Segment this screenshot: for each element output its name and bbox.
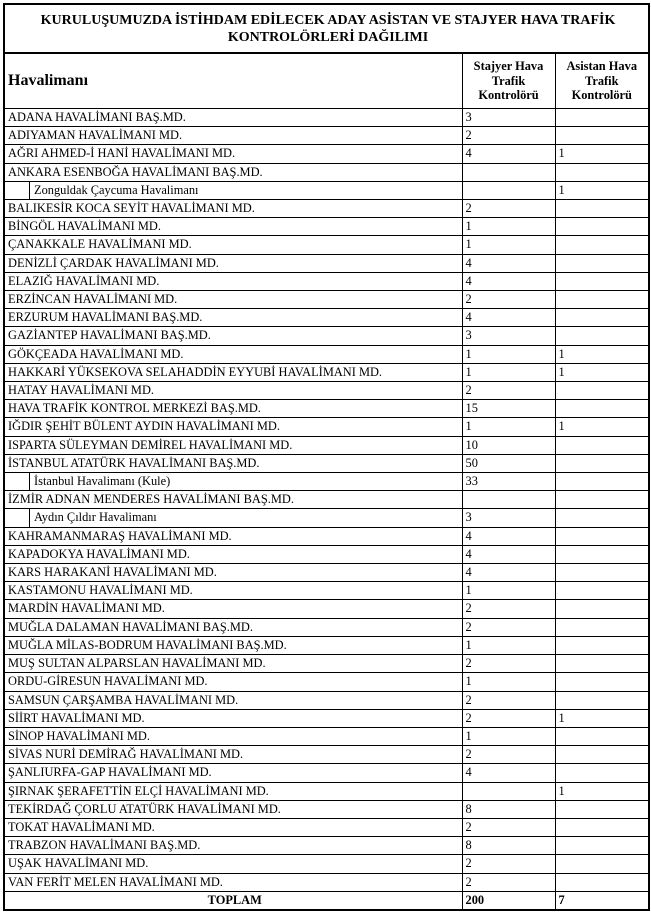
document-title: KURULUŞUMUZDA İSTİHDAM EDİLECEK ADAY ASİSTAN VE STAJYER HAVA TRAFİK KONTROLÖRLERİ DAĞILIMI bbox=[4, 4, 649, 53]
assistant-count bbox=[555, 746, 649, 764]
airport-name: DENİZLİ ÇARDAK HAVALİMANI MD. bbox=[4, 254, 462, 272]
trainee-count: 2 bbox=[462, 873, 555, 891]
assistant-count bbox=[555, 382, 649, 400]
table-row bbox=[4, 327, 649, 345]
header-airport: Havalimanı bbox=[4, 53, 462, 109]
airport-name: KARS HARAKANİ HAVALİMANI MD. bbox=[4, 564, 462, 582]
table-row bbox=[4, 236, 649, 254]
trainee-count: 1 bbox=[462, 582, 555, 600]
airport-name: ERZURUM HAVALİMANI BAŞ.MD. bbox=[4, 309, 462, 327]
table-row bbox=[4, 564, 649, 582]
assistant-count bbox=[555, 655, 649, 673]
table-row bbox=[4, 109, 649, 127]
airport-name: TOKAT HAVALİMANI MD. bbox=[4, 818, 462, 836]
table-row bbox=[4, 254, 649, 272]
table-row bbox=[4, 200, 649, 218]
airport-name: BALIKESİR KOCA SEYİT HAVALİMANI MD. bbox=[4, 200, 462, 218]
table-row bbox=[4, 818, 649, 836]
trainee-count: 8 bbox=[462, 837, 555, 855]
trainee-count: 50 bbox=[462, 454, 555, 472]
assistant-count bbox=[555, 618, 649, 636]
airport-name: İZMİR ADNAN MENDERES HAVALİMANI BAŞ.MD. bbox=[4, 491, 462, 509]
trainee-count bbox=[462, 782, 555, 800]
airport-name: İSTANBUL ATATÜRK HAVALİMANI BAŞ.MD. bbox=[4, 454, 462, 472]
trainee-count bbox=[462, 181, 555, 199]
header-row bbox=[4, 53, 649, 109]
trainee-count: 4 bbox=[462, 254, 555, 272]
airport-name: ERZİNCAN HAVALİMANI MD. bbox=[4, 291, 462, 309]
airport-name: ORDU-GİRESUN HAVALİMANI MD. bbox=[4, 673, 462, 691]
assistant-count bbox=[555, 473, 649, 491]
airport-name: MUĞLA MİLAS-BODRUM HAVALİMANI BAŞ.MD. bbox=[4, 636, 462, 654]
assistant-count bbox=[555, 163, 649, 181]
assistant-count: 1 bbox=[555, 181, 649, 199]
table-row bbox=[4, 181, 649, 199]
trainee-count: 3 bbox=[462, 509, 555, 527]
airport-name: ŞANLIURFA-GAP HAVALİMANI MD. bbox=[4, 764, 462, 782]
assistant-count bbox=[555, 272, 649, 290]
sub-airport-name bbox=[4, 181, 462, 199]
assistant-count bbox=[555, 727, 649, 745]
table-row bbox=[4, 436, 649, 454]
table-row bbox=[4, 655, 649, 673]
trainee-count: 4 bbox=[462, 527, 555, 545]
assistant-count bbox=[555, 200, 649, 218]
trainee-count: 2 bbox=[462, 200, 555, 218]
assistant-count bbox=[555, 818, 649, 836]
airport-name: VAN FERİT MELEN HAVALİMANI MD. bbox=[4, 873, 462, 891]
total-row bbox=[4, 891, 649, 910]
assistant-count: 1 bbox=[555, 782, 649, 800]
sub-airport-label: Aydın Çıldır Havalimanı bbox=[29, 509, 157, 526]
trainee-count: 1 bbox=[462, 673, 555, 691]
table-row bbox=[4, 218, 649, 236]
airport-name: KAHRAMANMARAŞ HAVALİMANI MD. bbox=[4, 527, 462, 545]
table-row bbox=[4, 545, 649, 563]
table-row bbox=[4, 345, 649, 363]
table-row bbox=[4, 800, 649, 818]
assistant-count bbox=[555, 454, 649, 472]
table-row bbox=[4, 363, 649, 381]
table-row bbox=[4, 782, 649, 800]
table-row bbox=[4, 873, 649, 891]
airport-name: MUŞ SULTAN ALPARSLAN HAVALİMANI MD. bbox=[4, 655, 462, 673]
distribution-document bbox=[3, 3, 648, 911]
trainee-count: 4 bbox=[462, 145, 555, 163]
airport-name: GAZİANTEP HAVALİMANI BAŞ.MD. bbox=[4, 327, 462, 345]
trainee-count: 4 bbox=[462, 272, 555, 290]
airport-name: SAMSUN ÇARŞAMBA HAVALİMANI MD. bbox=[4, 691, 462, 709]
header-assistant: Asistan Hava Trafik Kontrolörü bbox=[555, 53, 649, 109]
trainee-count: 15 bbox=[462, 400, 555, 418]
trainee-count: 2 bbox=[462, 600, 555, 618]
trainee-count: 1 bbox=[462, 727, 555, 745]
trainee-count: 1 bbox=[462, 363, 555, 381]
airport-name: UŞAK HAVALİMANI MD. bbox=[4, 855, 462, 873]
table-row bbox=[4, 509, 649, 527]
assistant-count bbox=[555, 436, 649, 454]
assistant-count bbox=[555, 673, 649, 691]
table-row bbox=[4, 473, 649, 491]
assistant-count bbox=[555, 800, 649, 818]
trainee-count: 2 bbox=[462, 709, 555, 727]
sub-airport-label: Zonguldak Çaycuma Havalimanı bbox=[29, 182, 198, 199]
assistant-count bbox=[555, 127, 649, 145]
assistant-count: 1 bbox=[555, 145, 649, 163]
airport-name: ADIYAMAN HAVALİMANI MD. bbox=[4, 127, 462, 145]
airport-name: AĞRI AHMED-İ HANİ HAVALİMANI MD. bbox=[4, 145, 462, 163]
airport-name: BİNGÖL HAVALİMANI MD. bbox=[4, 218, 462, 236]
table-row bbox=[4, 600, 649, 618]
assistant-count bbox=[555, 582, 649, 600]
assistant-count bbox=[555, 309, 649, 327]
sub-airport-name bbox=[4, 473, 462, 491]
table-row bbox=[4, 145, 649, 163]
trainee-count: 4 bbox=[462, 564, 555, 582]
title-row bbox=[4, 4, 649, 53]
trainee-count: 2 bbox=[462, 127, 555, 145]
assistant-count: 1 bbox=[555, 709, 649, 727]
trainee-count: 4 bbox=[462, 309, 555, 327]
table-row bbox=[4, 691, 649, 709]
table-row bbox=[4, 855, 649, 873]
trainee-count: 4 bbox=[462, 545, 555, 563]
trainee-count: 1 bbox=[462, 636, 555, 654]
table-row bbox=[4, 291, 649, 309]
trainee-count: 2 bbox=[462, 818, 555, 836]
assistant-count bbox=[555, 600, 649, 618]
trainee-count: 1 bbox=[462, 236, 555, 254]
assistant-count bbox=[555, 545, 649, 563]
table-row bbox=[4, 418, 649, 436]
airport-name: ŞIRNAK ŞERAFETTİN ELÇİ HAVALİMANI MD. bbox=[4, 782, 462, 800]
assistant-count bbox=[555, 236, 649, 254]
trainee-count: 2 bbox=[462, 291, 555, 309]
airport-name: SİNOP HAVALİMANI MD. bbox=[4, 727, 462, 745]
assistant-count bbox=[555, 400, 649, 418]
trainee-count: 8 bbox=[462, 800, 555, 818]
table-row bbox=[4, 527, 649, 545]
assistant-count bbox=[555, 327, 649, 345]
airport-name: TEKİRDAĞ ÇORLU ATATÜRK HAVALİMANI MD. bbox=[4, 800, 462, 818]
assistant-count: 1 bbox=[555, 418, 649, 436]
airport-name: KAPADOKYA HAVALİMANI MD. bbox=[4, 545, 462, 563]
assistant-count bbox=[555, 527, 649, 545]
table-row bbox=[4, 618, 649, 636]
trainee-count: 2 bbox=[462, 691, 555, 709]
table-row bbox=[4, 709, 649, 727]
assistant-count bbox=[555, 636, 649, 654]
trainee-count: 10 bbox=[462, 436, 555, 454]
assistant-count bbox=[555, 218, 649, 236]
trainee-count: 2 bbox=[462, 618, 555, 636]
trainee-count: 2 bbox=[462, 746, 555, 764]
assistant-count bbox=[555, 254, 649, 272]
sub-airport-name bbox=[4, 509, 462, 527]
table-row bbox=[4, 837, 649, 855]
trainee-count: 2 bbox=[462, 382, 555, 400]
table-row bbox=[4, 636, 649, 654]
sub-airport-label: İstanbul Havalimanı (Kule) bbox=[29, 473, 170, 490]
total-label: TOPLAM bbox=[4, 891, 462, 910]
table-row bbox=[4, 382, 649, 400]
trainee-count bbox=[462, 491, 555, 509]
distribution-table bbox=[3, 3, 650, 911]
total-trainee: 200 bbox=[462, 891, 555, 910]
assistant-count: 1 bbox=[555, 363, 649, 381]
table-row bbox=[4, 400, 649, 418]
trainee-count: 1 bbox=[462, 218, 555, 236]
airport-name: MARDİN HAVALİMANI MD. bbox=[4, 600, 462, 618]
table-row bbox=[4, 746, 649, 764]
airport-name: SİVAS NURİ DEMİRAĞ HAVALİMANI MD. bbox=[4, 746, 462, 764]
table-row bbox=[4, 764, 649, 782]
airport-name: MUĞLA DALAMAN HAVALİMANI BAŞ.MD. bbox=[4, 618, 462, 636]
total-assistant: 7 bbox=[555, 891, 649, 910]
airport-name: HATAY HAVALİMANI MD. bbox=[4, 382, 462, 400]
airport-name: ADANA HAVALİMANI BAŞ.MD. bbox=[4, 109, 462, 127]
header-trainee: Stajyer Hava Trafik Kontrolörü bbox=[462, 53, 555, 109]
assistant-count bbox=[555, 564, 649, 582]
table-row bbox=[4, 272, 649, 290]
table-row bbox=[4, 491, 649, 509]
trainee-count: 3 bbox=[462, 109, 555, 127]
table-row bbox=[4, 309, 649, 327]
table-row bbox=[4, 454, 649, 472]
airport-name: ÇANAKKALE HAVALİMANI MD. bbox=[4, 236, 462, 254]
airport-name: HAKKARİ YÜKSEKOVA SELAHADDİN EYYUBİ HAVALİMANI MD. bbox=[4, 363, 462, 381]
assistant-count bbox=[555, 109, 649, 127]
table-row bbox=[4, 582, 649, 600]
assistant-count bbox=[555, 509, 649, 527]
airport-name: HAVA TRAFİK KONTROL MERKEZİ BAŞ.MD. bbox=[4, 400, 462, 418]
table-row bbox=[4, 727, 649, 745]
trainee-count: 2 bbox=[462, 855, 555, 873]
assistant-count bbox=[555, 291, 649, 309]
assistant-count bbox=[555, 764, 649, 782]
airport-name: IĞDIR ŞEHİT BÜLENT AYDIN HAVALİMANI MD. bbox=[4, 418, 462, 436]
airport-name: SİİRT HAVALİMANI MD. bbox=[4, 709, 462, 727]
trainee-count: 3 bbox=[462, 327, 555, 345]
assistant-count bbox=[555, 855, 649, 873]
airport-name: KASTAMONU HAVALİMANI MD. bbox=[4, 582, 462, 600]
airport-name: ELAZIĞ HAVALİMANI MD. bbox=[4, 272, 462, 290]
trainee-count: 2 bbox=[462, 655, 555, 673]
table-row bbox=[4, 163, 649, 181]
table-body bbox=[4, 109, 649, 892]
trainee-count: 4 bbox=[462, 764, 555, 782]
assistant-count bbox=[555, 837, 649, 855]
assistant-count bbox=[555, 491, 649, 509]
airport-name: ANKARA ESENBOĞA HAVALİMANI BAŞ.MD. bbox=[4, 163, 462, 181]
table-row bbox=[4, 673, 649, 691]
table-row bbox=[4, 127, 649, 145]
trainee-count: 33 bbox=[462, 473, 555, 491]
trainee-count: 1 bbox=[462, 345, 555, 363]
trainee-count bbox=[462, 163, 555, 181]
trainee-count: 1 bbox=[462, 418, 555, 436]
assistant-count bbox=[555, 873, 649, 891]
airport-name: GÖKÇEADA HAVALİMANI MD. bbox=[4, 345, 462, 363]
assistant-count bbox=[555, 691, 649, 709]
airport-name: ISPARTA SÜLEYMAN DEMİREL HAVALİMANI MD. bbox=[4, 436, 462, 454]
assistant-count: 1 bbox=[555, 345, 649, 363]
airport-name: TRABZON HAVALİMANI BAŞ.MD. bbox=[4, 837, 462, 855]
